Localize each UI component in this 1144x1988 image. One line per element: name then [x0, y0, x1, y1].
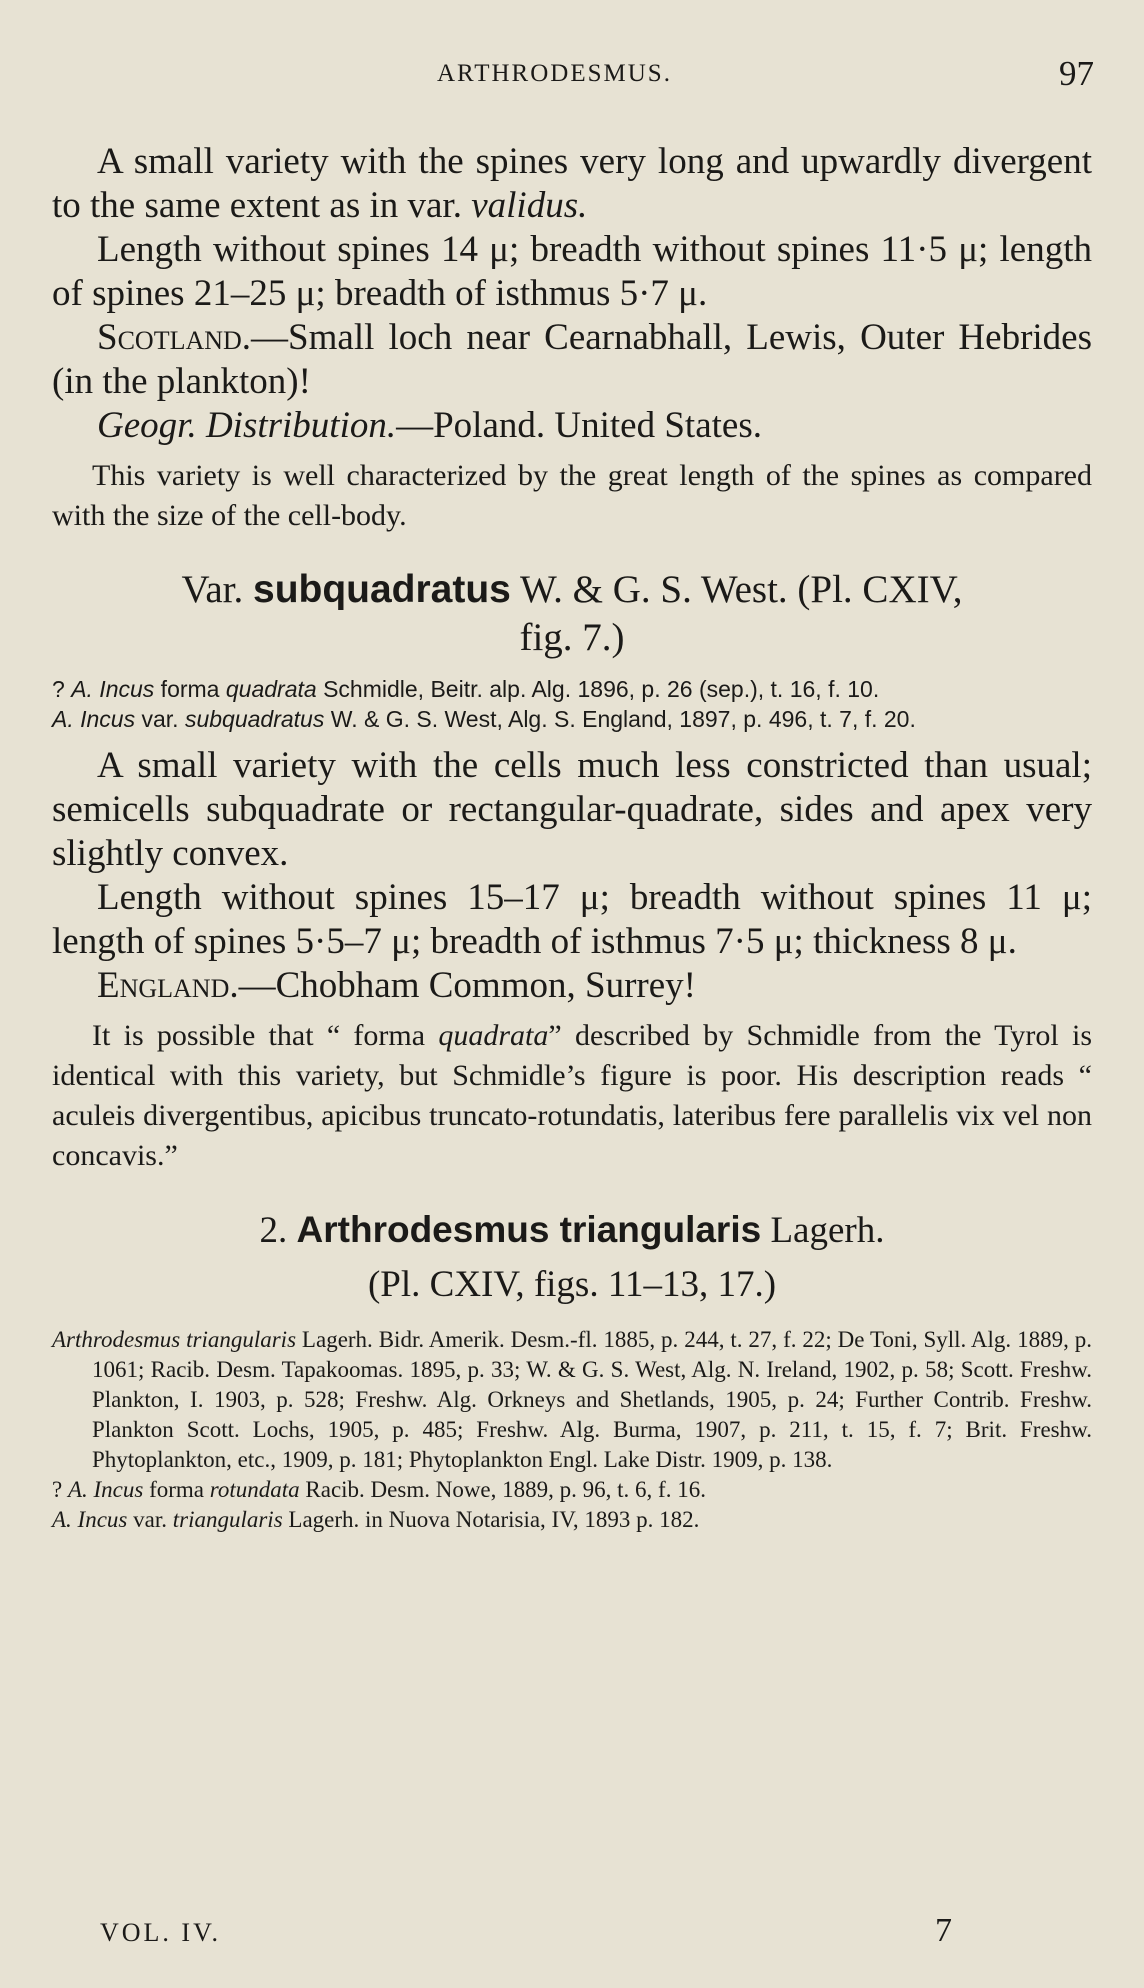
- synonym-citation: Racib. Desm. Nowe, 1889, p. 96, t. 6, f. 16.: [299, 1477, 706, 1502]
- locality-text: —Chobham Common, Surrey!: [238, 965, 696, 1006]
- variety-figure: fig. 7.): [519, 616, 625, 659]
- synonym-epithet: rotundata: [209, 1477, 300, 1502]
- distribution-text: —Poland. United States.: [396, 405, 762, 446]
- synonym-citation: W. & G. S. West, Alg. S. England, 1897, p. 496, t. 7, f. 20.: [324, 706, 916, 732]
- synonym-entry: [52, 1475, 1092, 1505]
- species-number: 2.: [259, 1210, 288, 1251]
- synonym-citation: Lagerh. in Nuova Notarisia, IV, 1893 p. 182.: [282, 1507, 700, 1532]
- variety-heading: [52, 566, 1092, 662]
- locality-text: —Small loch near Cearnabhall, Lewis, Outer Hebrides (in the plankton)!: [52, 317, 1092, 402]
- species-name: Arthrodesmus triangularis: [296, 1209, 762, 1250]
- synonym-name: A. Incus: [52, 706, 136, 732]
- locality-country: England.: [97, 965, 239, 1006]
- remark-text: ” described by Schmidle from the Tyrol is identical with this variety, but Schmidle’s figure is poor. His description reads “ aculeis divergentibus, apicibus truncato-rotundatis, lateribus fere parallelis vix vel non concavis.”: [52, 1019, 1092, 1172]
- query-mark: ?: [52, 1477, 68, 1502]
- running-title: ARTHRODESMUS.: [437, 60, 672, 87]
- variety-prefix: Var.: [181, 568, 244, 611]
- remark-italic: quadrata: [438, 1019, 549, 1052]
- synonym-name: A. Incus: [52, 1507, 128, 1532]
- remark-text: It is possible that “ forma: [92, 1019, 439, 1052]
- description-text: A small variety with the spines very long and upwardly divergent to the same extent as in var.: [52, 141, 1092, 226]
- synonym-citation: Lagerh. Bidr. Amerik. Desm.-fl. 1885, p. 244, t. 27, f. 22; De Toni, Syll. Alg. 1889, p. 1061; Racib. Desm. Tapakoomas. 1895, p. 33; W. & G. S. West, Alg. N. Ireland, 1902, p. 58; Scott. Freshw. Plankton, I. 1903, p. 528; Freshw. Alg. Orkneys and Shetlands, 1905, p. 24; Further Contrib. Freshw. Plankton Scott. Lochs, 1905, p. 485; Freshw. Alg. Burma, 1907, p. 211, t. 15, f. 7; Brit. Freshw. Phytoplankton, etc., 1909, p. 181; Phytoplankton Engl. Lake Distr. 1909, p. 138.: [92, 1327, 1092, 1472]
- distribution-label: Geogr. Distribution.: [97, 405, 397, 446]
- synonym-epithet: triangularis: [172, 1507, 283, 1532]
- measurements-paragraph: Length without spines 14 μ; breadth without spines 11·5 μ; length of spines 21–25 μ; breadth of isthmus 5·7 μ.: [52, 229, 1092, 314]
- running-header: [0, 54, 1144, 98]
- synonym-entry: [52, 704, 1092, 734]
- query-mark: ?: [52, 676, 72, 702]
- variety-synonymy: [52, 674, 1092, 734]
- synonym-entry: [52, 674, 1092, 704]
- description-paragraph: [52, 140, 1092, 228]
- synonym-name: A. Incus: [67, 1477, 144, 1502]
- distribution-paragraph: [52, 404, 1092, 448]
- species-heading: [52, 1206, 1092, 1255]
- description-paragraph: A small variety with the cells much less constricted than usual; semicells subquadrate or rectangular-quadrate, sides and apex very slightly convex.: [52, 745, 1092, 874]
- synonym-citation: Schmidle, Beitr. alp. Alg. 1896, p. 26 (sep.), t. 16, f. 10.: [316, 676, 880, 702]
- measurements-paragraph: Length without spines 15–17 μ; breadth without spines 11 μ; length of spines 5·5–7 μ; breadth of isthmus 7·5 μ; thickness 8 μ.: [52, 877, 1092, 962]
- synonym-name: A. Incus: [71, 676, 155, 702]
- synonym-name: Arthrodesmus triangularis: [52, 1327, 297, 1352]
- volume-footer: VOL. IV.: [100, 1918, 222, 1947]
- locality-paragraph: [52, 964, 1092, 1008]
- synonym-epithet: quadrata: [225, 676, 317, 702]
- locality-country: Scotland.: [97, 317, 252, 358]
- signature-mark: 7: [935, 1912, 952, 1949]
- page-number: 97: [1059, 54, 1094, 93]
- variety-authority: W. & G. S. West. (Pl. CXIV,: [519, 568, 963, 611]
- synonym-rank: forma: [154, 676, 226, 702]
- synonym-entry: [52, 1505, 1092, 1535]
- synonym-rank: forma: [143, 1477, 210, 1502]
- species-authority: Lagerh.: [770, 1210, 885, 1251]
- species-synonymy: [52, 1325, 1092, 1535]
- page-body: [52, 140, 1092, 1545]
- synonym-rank: var.: [135, 706, 185, 732]
- variety-name: subquadratus: [253, 568, 511, 611]
- synonym-epithet: subquadratus: [184, 706, 325, 732]
- synonym-entry: [52, 1325, 1092, 1475]
- remark-paragraph: This variety is well characterized by the great length of the spines as compared with the size of the cell-body.: [52, 459, 1092, 532]
- remark-paragraph: [52, 1016, 1092, 1176]
- variety-reference: validus.: [471, 185, 588, 226]
- species-plates: (Pl. CXIV, figs. 11–13, 17.): [367, 1264, 777, 1305]
- synonym-rank: var.: [127, 1507, 173, 1532]
- locality-paragraph: [52, 316, 1092, 404]
